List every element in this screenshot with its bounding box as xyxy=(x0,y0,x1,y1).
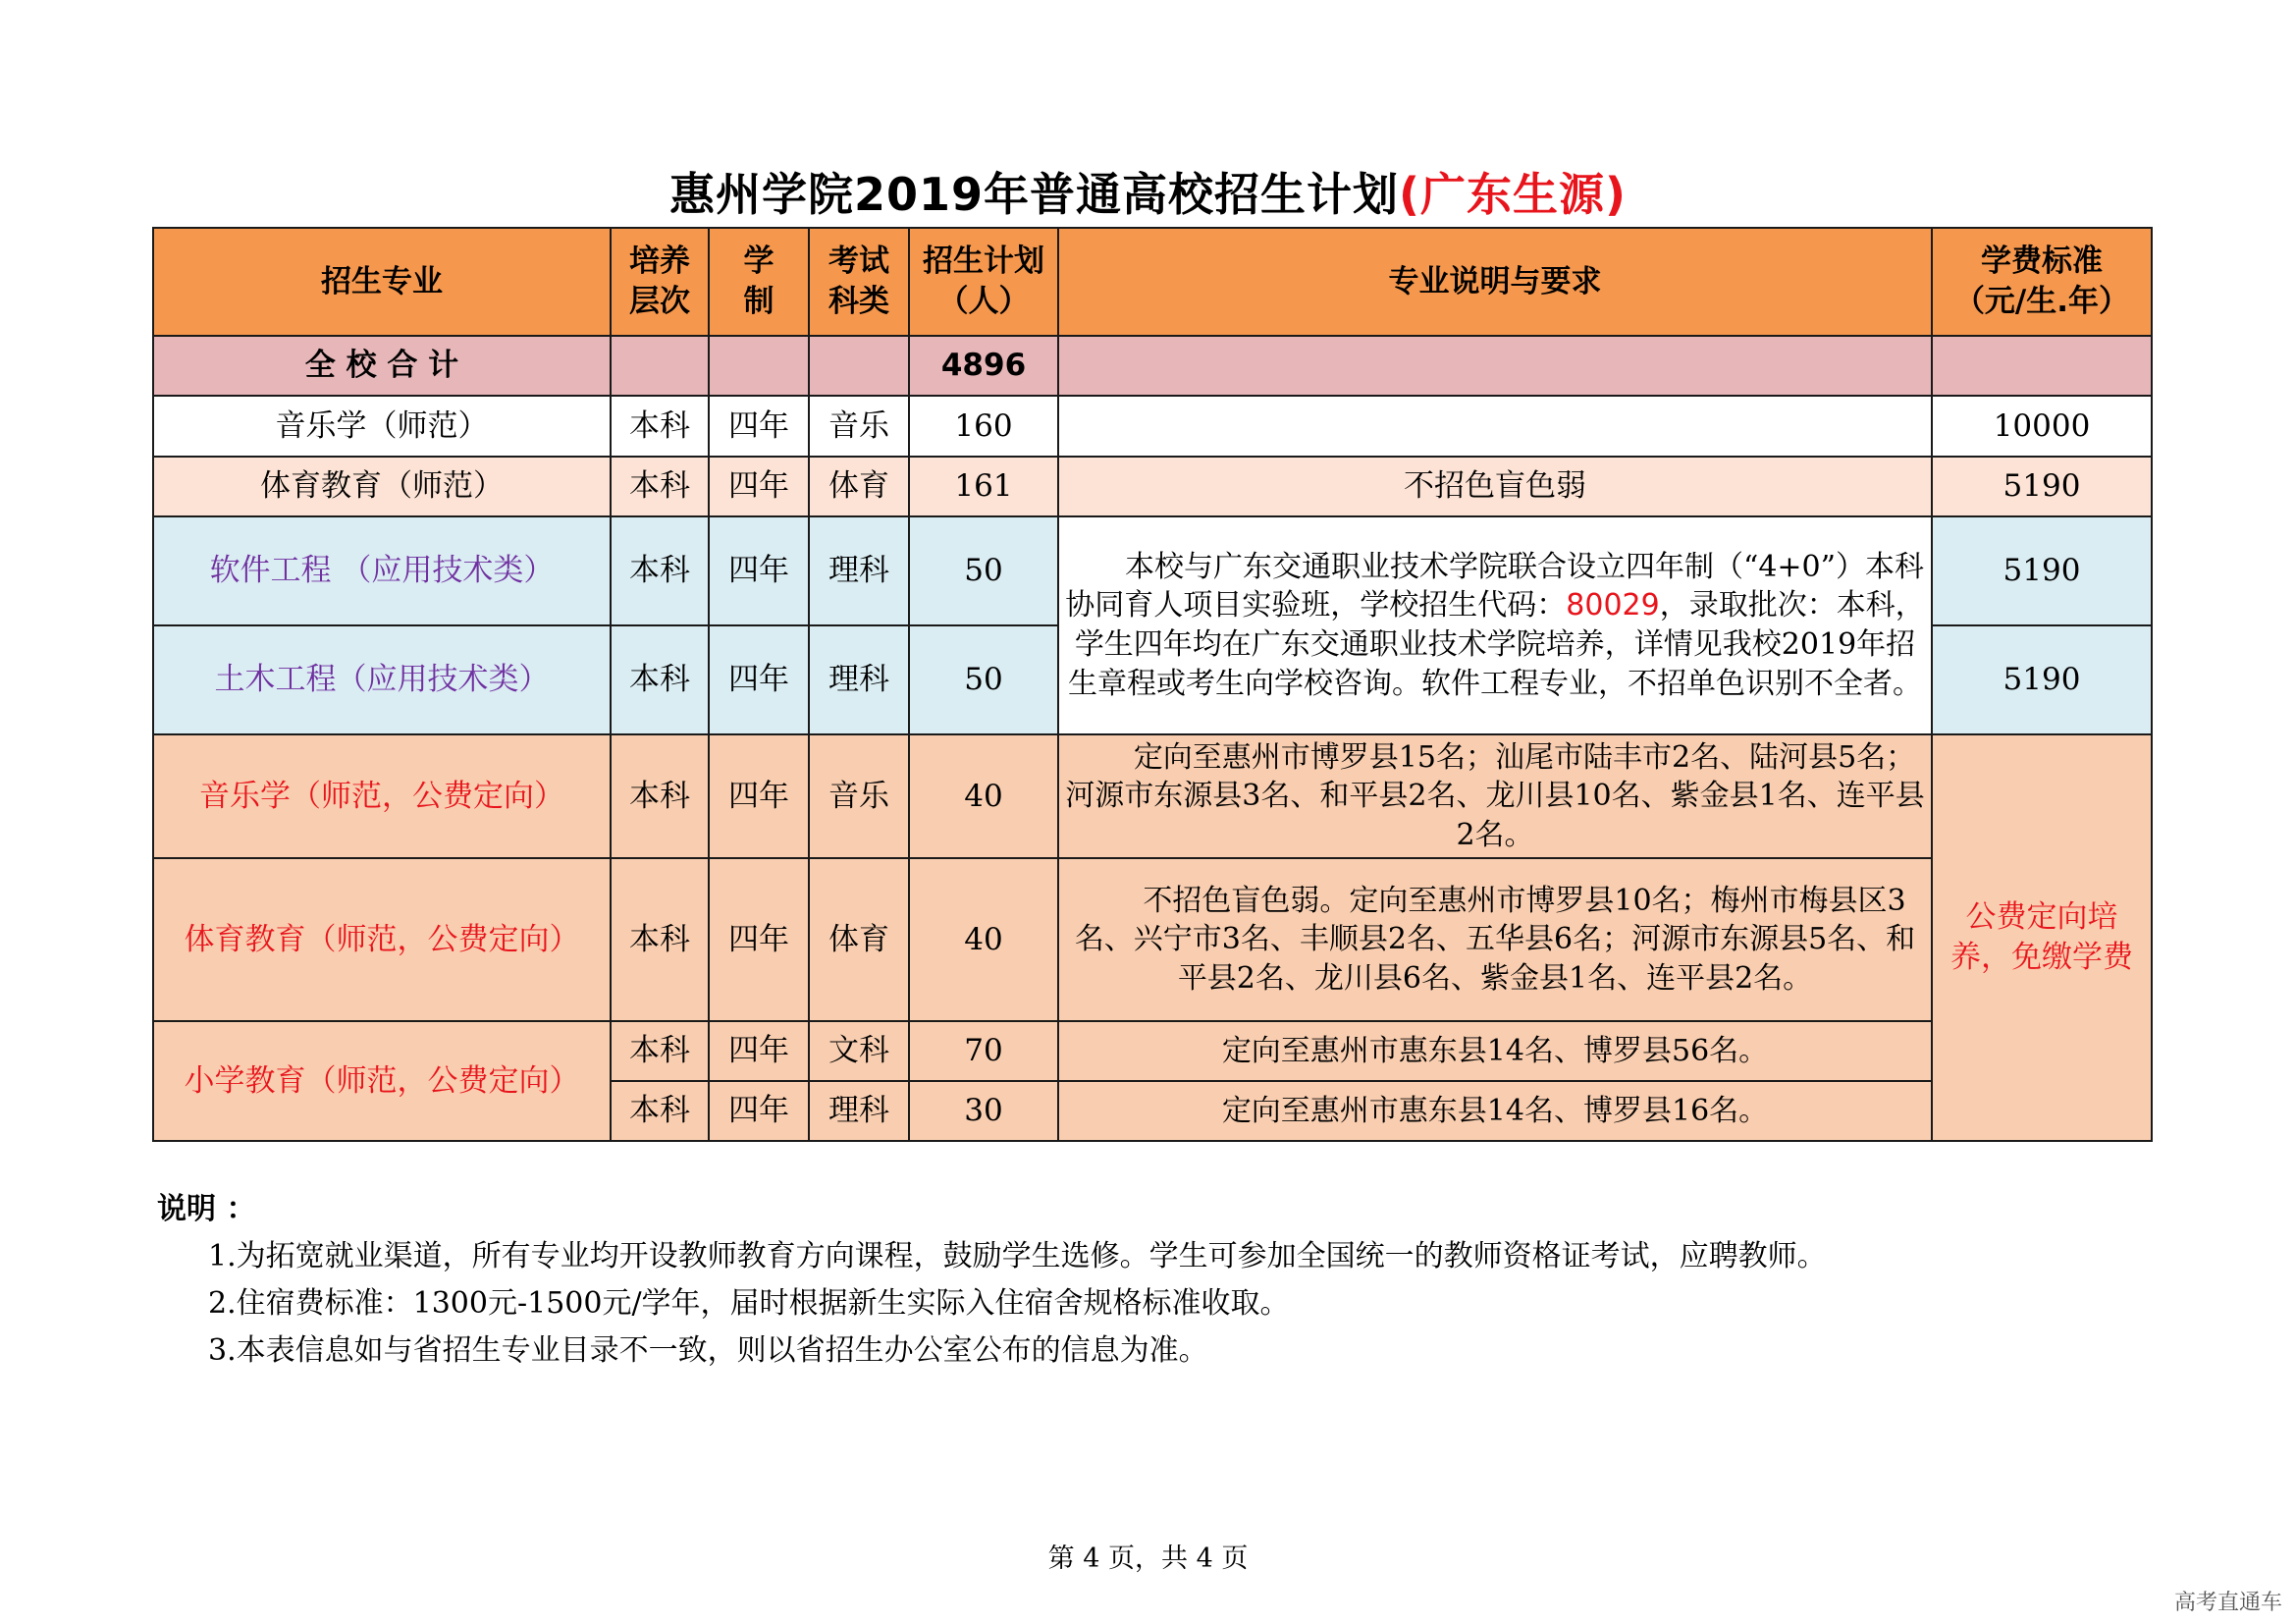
level-cell: 本科 xyxy=(611,858,709,1021)
desc-cell xyxy=(1058,396,1932,457)
header-fee: 学费标准（元/生.年） xyxy=(1932,228,2152,336)
desc-cell: 定向至惠州市博罗县15名；汕尾市陆丰市2名、陆河县5名；河源市东源县3名、和平县2名、龙川县10名、紫金县1名、连平县2名。 xyxy=(1058,734,1932,858)
years-cell: 四年 xyxy=(709,734,809,858)
subject-cell: 理科 xyxy=(809,1081,909,1141)
major-cell: 音乐学（师范） xyxy=(153,396,611,457)
note-item: 1.为拓宽就业渠道，所有专业均开设教师教育方向课程，鼓励学生选修。学生可参加全国统一的教师资格证考试，应聘教师。 xyxy=(208,1239,1827,1273)
header-row xyxy=(153,228,2152,336)
level-cell: 本科 xyxy=(611,516,709,625)
desc-cell: 不招色盲色弱 xyxy=(1058,457,1932,516)
note-item: 3.本表信息如与省招生专业目录不一致，则以省招生办公室公布的信息为准。 xyxy=(208,1333,1208,1368)
plan-cell: 50 xyxy=(909,516,1058,625)
years-cell: 四年 xyxy=(709,396,809,457)
desc-cell: 定向至惠州市惠东县14名、博罗县56名。 xyxy=(1058,1021,1932,1081)
plan-cell: 160 xyxy=(909,396,1058,457)
page-title xyxy=(0,159,2296,224)
header-subject: 考试科类 xyxy=(809,228,909,336)
fee-cell: 10000 xyxy=(1932,396,2152,457)
major-cell: 体育教育（师范） xyxy=(153,457,611,516)
major-cell: 体育教育（师范，公费定向） xyxy=(153,858,611,1021)
level-cell: 本科 xyxy=(611,1021,709,1081)
table-row xyxy=(153,1021,2152,1081)
total-row xyxy=(153,336,2152,396)
major-cell: 土木工程（应用技术类） xyxy=(153,625,611,734)
plan-cell: 161 xyxy=(909,457,1058,516)
subject-cell: 音乐 xyxy=(809,734,909,858)
title-suffix: (广东生源) xyxy=(1398,168,1628,221)
table-row xyxy=(153,858,2152,1021)
plan-cell: 70 xyxy=(909,1021,1058,1081)
table-row xyxy=(153,734,2152,858)
header-desc: 专业说明与要求 xyxy=(1058,228,1932,336)
plan-cell: 40 xyxy=(909,734,1058,858)
years-cell: 四年 xyxy=(709,1081,809,1141)
subject-cell: 音乐 xyxy=(809,396,909,457)
fee-cell: 5190 xyxy=(1932,516,2152,625)
note-item: 2.住宿费标准：1300元-1500元/学年，届时根据新生实际入住宿舍规格标准收取。 xyxy=(208,1286,1290,1321)
subject-cell: 理科 xyxy=(809,625,909,734)
header-level: 培养层次 xyxy=(611,228,709,336)
total-label: 全 校 合 计 xyxy=(153,336,611,396)
subject-cell: 理科 xyxy=(809,516,909,625)
title-main: 惠州学院2019年普通高校招生计划 xyxy=(668,168,1399,221)
years-cell: 四年 xyxy=(709,858,809,1021)
notes-heading: 说明 ： xyxy=(157,1192,256,1226)
subject-cell: 体育 xyxy=(809,457,909,516)
joint-program-desc: 本校与广东交通职业技术学院联合设立四年制（“4+0”）本科协同育人项目实验班，学校招生代码：80029，录取批次：本科，学生四年均在广东交通职业技术学院培养，详情见我校2019年招生章程或考生向学校咨询。软件工程专业，不招单色识别不全者。 xyxy=(1058,516,1932,734)
plan-cell: 40 xyxy=(909,858,1058,1021)
level-cell: 本科 xyxy=(611,734,709,858)
table-row xyxy=(153,396,2152,457)
header-years: 学制 xyxy=(709,228,809,336)
header-major: 招生专业 xyxy=(153,228,611,336)
level-cell: 本科 xyxy=(611,457,709,516)
subject-cell: 文科 xyxy=(809,1021,909,1081)
watermark: 高考直通车 xyxy=(2173,1591,2282,1615)
subject-cell: 体育 xyxy=(809,858,909,1021)
years-cell: 四年 xyxy=(709,457,809,516)
public-fee-cell: 公费定向培养，免缴学费 xyxy=(1932,734,2152,1141)
years-cell: 四年 xyxy=(709,625,809,734)
plan-cell: 50 xyxy=(909,625,1058,734)
table-row xyxy=(153,516,2152,625)
years-cell: 四年 xyxy=(709,516,809,625)
school-code: 80029 xyxy=(1566,588,1660,623)
major-cell: 软件工程 （应用技术类） xyxy=(153,516,611,625)
fee-cell: 5190 xyxy=(1932,625,2152,734)
desc-cell: 定向至惠州市惠东县14名、博罗县16名。 xyxy=(1058,1081,1932,1141)
notes xyxy=(157,1186,1827,1375)
years-cell: 四年 xyxy=(709,1021,809,1081)
level-cell: 本科 xyxy=(611,625,709,734)
enrollment-table xyxy=(152,227,2153,1142)
desc-cell: 不招色盲色弱。定向至惠州市博罗县10名；梅州市梅县区3名、兴宁市3名、丰顺县2名、五华县6名；河源市东源县5名、和平县2名、龙川县6名、紫金县1名、连平县2名。 xyxy=(1058,858,1932,1021)
level-cell: 本科 xyxy=(611,1081,709,1141)
major-cell: 小学教育（师范，公费定向） xyxy=(153,1021,611,1141)
major-cell: 音乐学（师范，公费定向） xyxy=(153,734,611,858)
fee-cell: 5190 xyxy=(1932,457,2152,516)
plan-cell: 30 xyxy=(909,1081,1058,1141)
table-row xyxy=(153,457,2152,516)
header-plan: 招生计划（人） xyxy=(909,228,1058,336)
total-plan: 4896 xyxy=(909,336,1058,396)
level-cell: 本科 xyxy=(611,396,709,457)
page-footer: 第 4 页，共 4 页 xyxy=(1047,1543,1249,1574)
